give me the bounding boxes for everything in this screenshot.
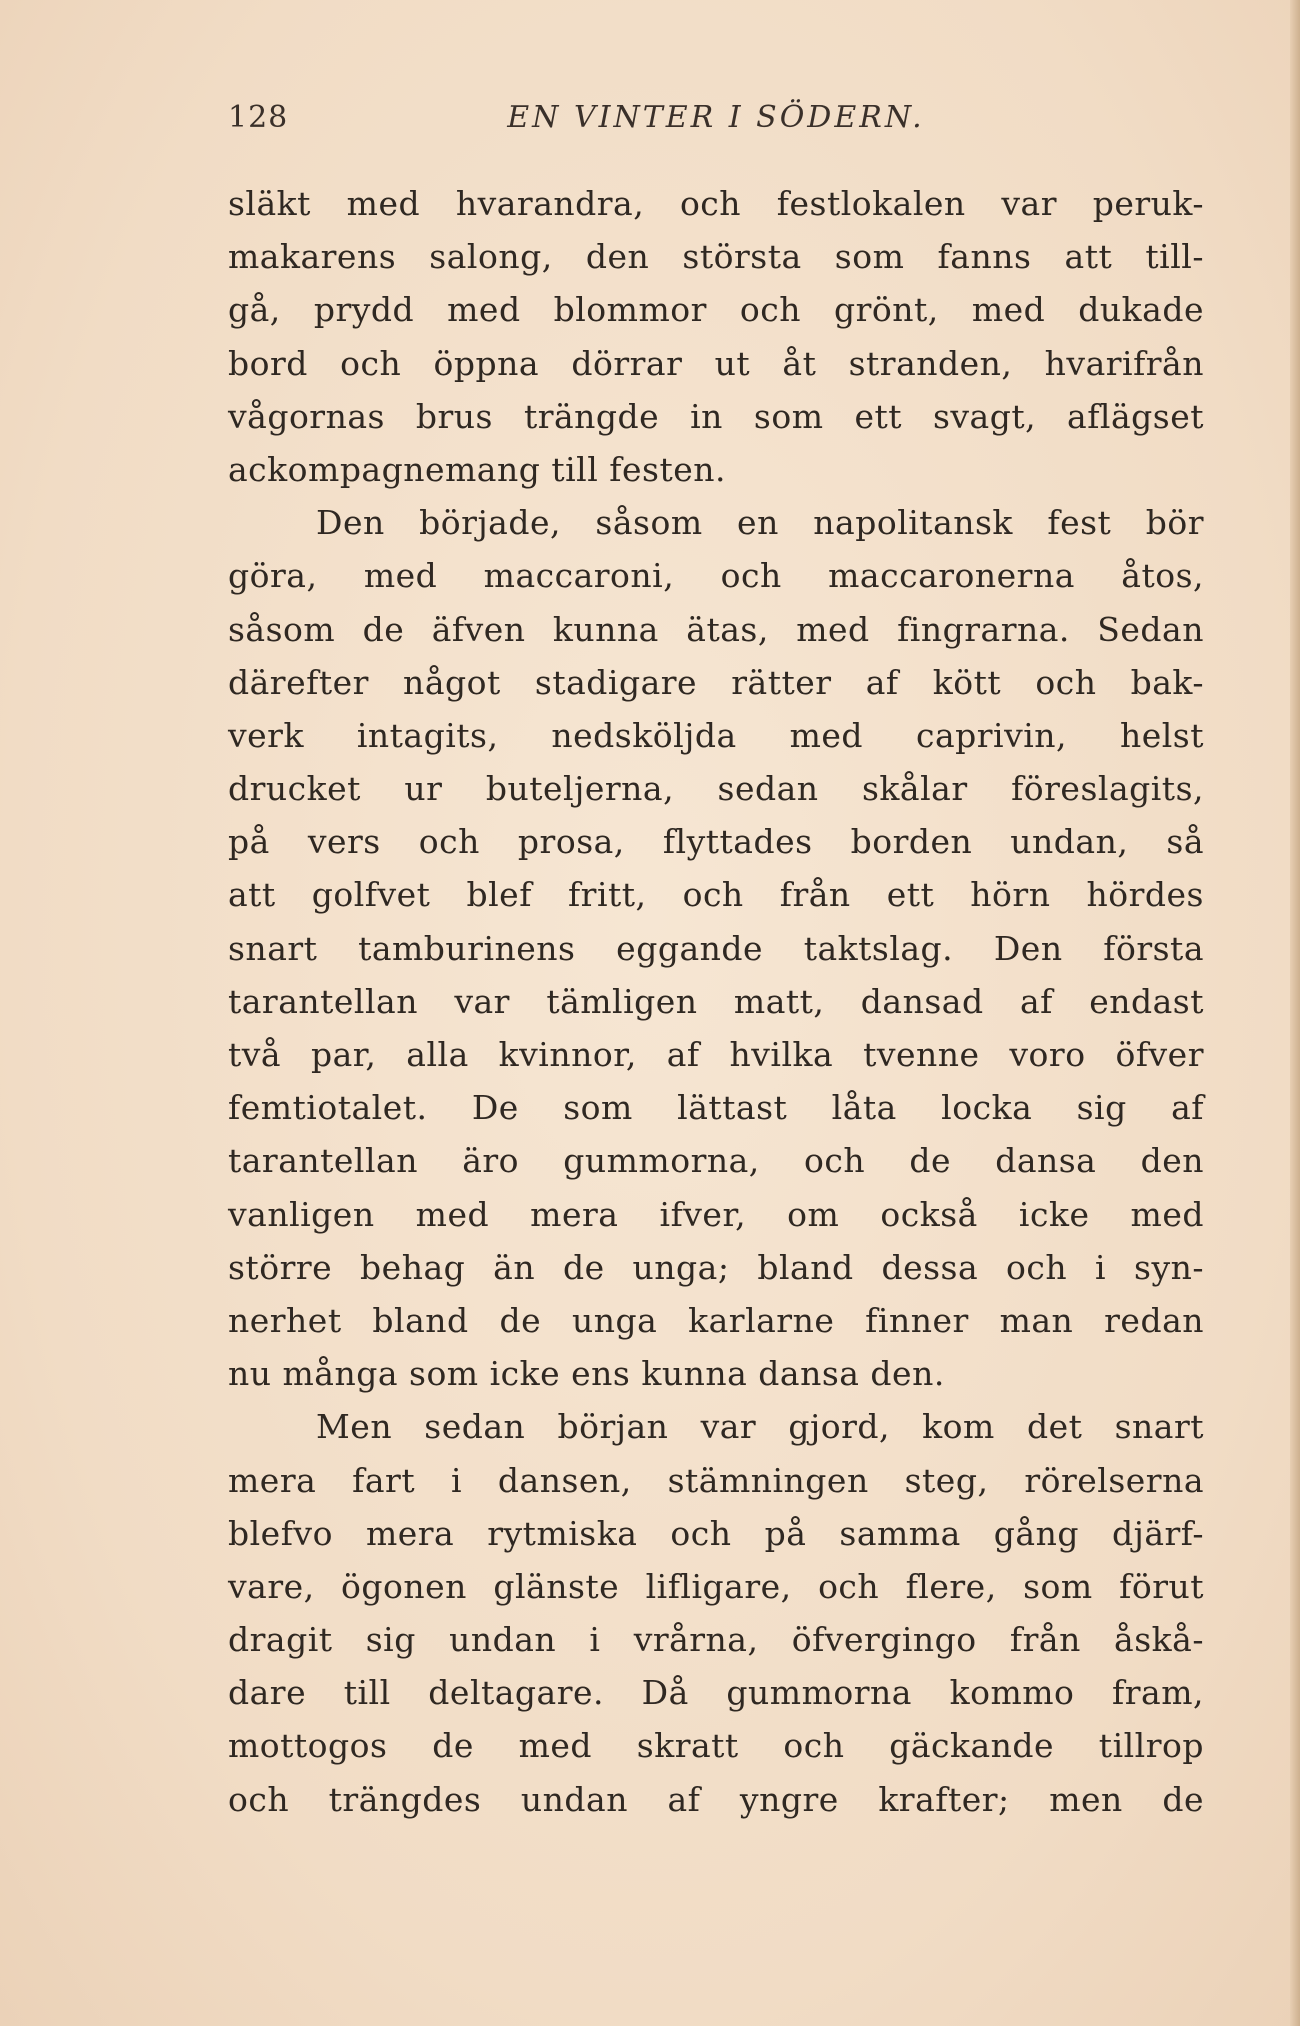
text-line: mera fart i dansen, stämningen steg, rörelserna	[228, 1460, 1204, 1500]
text-line: bord och öppna dörrar ut åt stranden, hvarifrån	[228, 343, 1204, 383]
text-line: tarantellan var tämligen matt, dansad af endast	[228, 981, 1204, 1021]
text-line: vågornas brus trängde in som ett svagt, aflägset	[228, 396, 1204, 436]
text-line: dare till deltagare. Då gummorna kommo fram,	[228, 1673, 1204, 1713]
text-line: på vers och prosa, flyttades borden undan, så	[228, 822, 1204, 862]
text-line: vanligen med mera ifver, om också icke med	[228, 1194, 1204, 1234]
text-line: mottogos de med skratt och gäckande tillrop	[228, 1726, 1204, 1766]
text-line: därefter något stadigare rätter af kött och bak-	[228, 662, 1204, 702]
text-line: såsom de äfven kunna ätas, med fingrarna. Sedan	[228, 609, 1204, 649]
text-line: tarantellan äro gummorna, och de dansa den	[228, 1141, 1204, 1181]
page-number: 128	[228, 100, 289, 135]
text-line: släkt med hvarandra, och festlokalen var peruk-	[228, 184, 1204, 223]
text-line: ackompagnemang till festen.	[228, 449, 726, 489]
text-line: göra, med maccaroni, och maccaronerna åtos,	[228, 556, 1204, 596]
text-line: och trängdes undan af yngre krafter; men de	[228, 1779, 1204, 1819]
text-line: Den började, såsom en napolitansk fest bör	[316, 503, 1204, 543]
text-line: vare, ögonen glänste lifligare, och flere, som förut	[228, 1566, 1204, 1606]
running-title: EN VINTER I SÖDERN.	[507, 100, 925, 135]
text-line: Men sedan början var gjord, kom det snart	[316, 1407, 1204, 1447]
page-edge	[1290, 0, 1300, 2026]
text-line: nu många som icke ens kunna dansa den.	[228, 1354, 945, 1394]
text-line: blefvo mera rytmiska och på samma gång djärf-	[228, 1513, 1204, 1553]
text-line: gå, prydd med blommor och grönt, med dukade	[228, 290, 1204, 330]
text-line: drucket ur buteljerna, sedan skålar föreslagits,	[228, 769, 1204, 809]
text-line: verk intagits, nedsköljda med caprivin, helst	[228, 715, 1204, 755]
body-text	[228, 177, 1204, 1826]
text-line: nerhet bland de unga karlarne finner man redan	[228, 1300, 1204, 1340]
text-line: större behag än de unga; bland dessa och i syn-	[228, 1247, 1204, 1287]
text-line: makarens salong, den största som fanns att till-	[228, 237, 1204, 277]
text-line: dragit sig undan i vrårna, öfvergingo från åskå-	[228, 1620, 1204, 1660]
text-line: två par, alla kvinnor, af hvilka tvenne voro öfver	[228, 1035, 1204, 1074]
text-line: snart tamburinens eggande taktslag. Den första	[228, 928, 1204, 968]
text-line: att golfvet blef fritt, och från ett hörn hördes	[228, 875, 1204, 915]
page-header	[228, 100, 1204, 140]
text-line: femtiotalet. De som lättast låta locka sig af	[228, 1088, 1204, 1128]
